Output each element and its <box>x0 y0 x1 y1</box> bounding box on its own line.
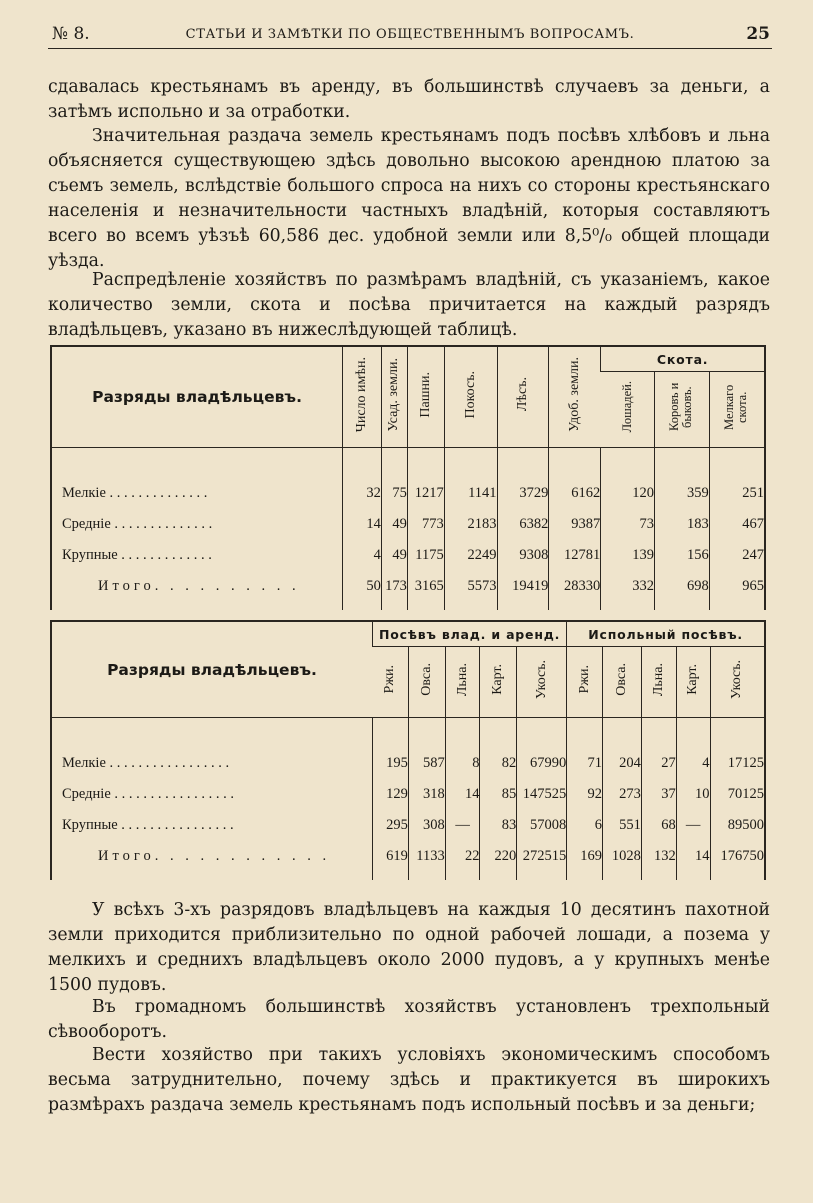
paragraph-2: Значительная раздача земель крестьянамъ подъ посѣвъ хлѣбовъ и льна объясняется существующею здѣсь довольно высокою арендною платою за съемъ земель, вслѣдствіе большого спроса на нихъ со стороны крестьянскаго населенія и незначительности частныхъ владѣній, которыя составляютъ всего во всемъ уѣзъѣ 60,586 дес. удобной земли или 8,5⁰/₀ общей площади уѣзда. <box>48 126 770 271</box>
page-number: 25 <box>746 24 770 44</box>
column-header: Покосъ. <box>444 346 497 448</box>
column-header: Карт. <box>480 647 517 718</box>
land-livestock-table <box>50 345 766 610</box>
column-header: Льна. <box>445 647 480 718</box>
column-header: Карт. <box>676 647 710 718</box>
issue-number: № 8. <box>52 24 90 44</box>
running-title: СТАТЬИ И ЗАМѢТКИ ПО ОБЩЕСТВЕННЫМЪ ВОПРОСАМЪ. <box>185 27 635 42</box>
column-header: Укосъ. <box>710 647 765 718</box>
table-row: Мелкіе . . . . . . . . . . . . . . . . . 195 587 8 82 67990 71 204 27 4 17125 <box>51 748 765 779</box>
paragraph-3: Распредѣленіе хозяйствъ по размѣрамъ владѣній, съ указаніемъ, какое количество земли, скота и посѣва причитается на каждый разрядъ владѣльцевъ, указано въ нижеслѣдующей таблицѣ. <box>48 270 770 340</box>
table-row: Средніе . . . . . . . . . . . . . . . . . 129 318 14 85 147525 92 273 37 10 70125 <box>51 779 765 810</box>
table-total-row: Итого. . . . . . . . . . 50 173 3165 5573 19419 28330 332 698 965 <box>51 571 765 602</box>
column-header: Овса. <box>603 647 642 718</box>
running-header <box>48 22 772 49</box>
livestock-group-header: Скота. <box>601 346 765 372</box>
paragraph-1: сдавалась крестьянамъ въ аренду, въ большинствѣ случаевъ за деньги, а затѣмъ испольно и за отработки. <box>48 77 770 122</box>
column-header: Льна. <box>641 647 676 718</box>
sowing-table <box>50 620 766 880</box>
table-row: Крупные . . . . . . . . . . . . . 4 49 1175 2249 9308 12781 139 156 247 <box>51 540 765 571</box>
owner-category-header: Разряды владѣльцевъ. <box>51 346 343 448</box>
own-rented-sowing-header: Посѣвъ влад. и аренд. <box>372 621 566 647</box>
column-header: Лошадей. <box>601 372 655 448</box>
column-header: Укосъ. <box>517 647 567 718</box>
table-row: Крупные . . . . . . . . . . . . . . . . 295 308 — 83 57008 6 551 68 — 89500 <box>51 810 765 841</box>
column-header: Пашни. <box>407 346 444 448</box>
table-row: Мелкіе . . . . . . . . . . . . . . 32 75 1217 1141 3729 6162 120 359 251 <box>51 478 765 509</box>
column-header: Мелкаго скота. <box>709 372 765 448</box>
share-sowing-header: Испольный посѣвъ. <box>567 621 765 647</box>
column-header: Число имѣн. <box>343 346 382 448</box>
column-header: Лѣсъ. <box>497 346 549 448</box>
paragraph-5: Въ громадномъ большинствѣ хозяйствъ установленъ трехпольный сѣвооборотъ. <box>48 997 770 1042</box>
column-header: Ржи. <box>372 647 408 718</box>
column-header: Усад. земли. <box>381 346 407 448</box>
column-header: Коровъ и быковъ. <box>654 372 709 448</box>
table-total-row: Итого. . . . . . . . . . . . 619 1133 22 220 272515 169 1028 132 14 176750 <box>51 841 765 872</box>
column-header: Удоб. земли. <box>549 346 601 448</box>
column-header: Ржи. <box>567 647 603 718</box>
column-header: Овса. <box>408 647 445 718</box>
paragraph-4: У всѣхъ 3-хъ разрядовъ владѣльцевъ на каждыя 10 десятинъ пахотной земли приходится приблизительно по одной рабочей лошади, а позема у мелкихъ и среднихъ владѣльцевъ около 2000 пудовъ, а у крупныхъ менѣе 1500 пудовъ. <box>48 900 770 995</box>
table-row: Средніе . . . . . . . . . . . . . . 14 49 773 2183 6382 9387 73 183 467 <box>51 509 765 540</box>
paragraph-6: Вести хозяйство при такихъ условіяхъ экономическимъ способомъ весьма затруднительно, почему здѣсь и практикуется въ широкихъ размѣрахъ раздача земель крестьянамъ подъ испольный посѣвъ и за деньги; <box>48 1045 770 1115</box>
owner-category-header: Разряды владѣльцевъ. <box>51 621 372 718</box>
